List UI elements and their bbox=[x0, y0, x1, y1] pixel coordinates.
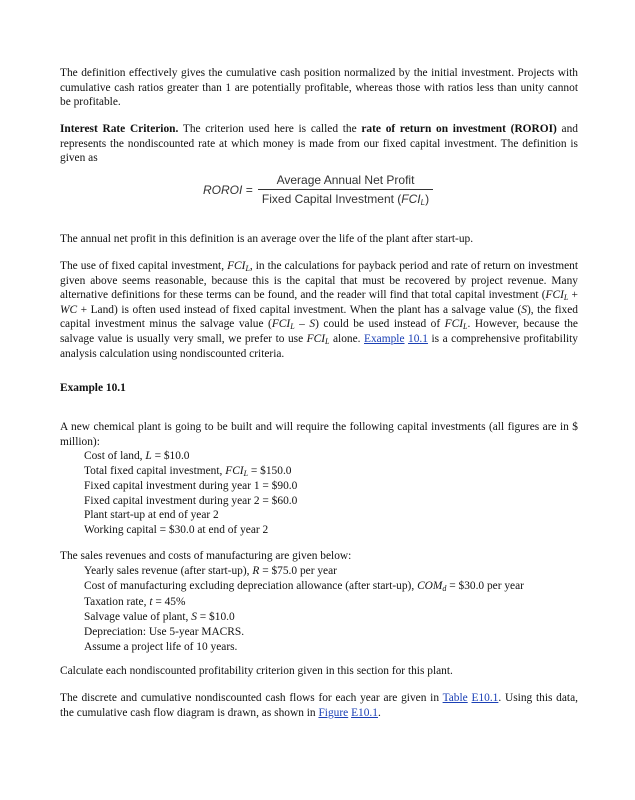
paragraph-interest-rate-criterion: Interest Rate Criterion. The criterion used here is called the rate of return on investment (ROROI) and represents the nondiscounted rate at which money is made from our fixed capital investment. The definition is given as bbox=[60, 123, 579, 165]
paragraph-fixed-capital-discussion: The use of fixed capital investment, $FCI_L$, in the calculations for payback period and rate of return on investment given above seems reasonable, because this is the capital that must be recovered by project revenue. Many alternative definitions for these terms can be found, and the reader will find that total capital investment ($FCI_L$ + WC + Land) is often used instead of fixed capital investment. When the plant has a salvage value (S), the fixed capital investment minus the salvage value $(FCI_L - S)$ could be used instead of $FCI_L$. However, because the salvage value is usually very small, we prefer to use $FCI_L$ alone. Example 10.1 is a comprehensive profitability analysis calculation using nondiscounted criteria. bbox=[60, 260, 579, 360]
figure-link[interactable]: Figure bbox=[318, 706, 349, 719]
item-sales-revenue: Yearly sales revenue (after start-up), R = $75.0 per year bbox=[84, 565, 337, 577]
calculate-instruction: Calculate each nondiscounted profitability criterion given in this section for this plant. bbox=[60, 665, 453, 677]
item-year2-investment: Fixed capital investment during year 2 = $60.0 bbox=[84, 495, 298, 507]
equation-fraction bbox=[258, 173, 433, 206]
item-land-cost: Cost of land, L = $10.0 bbox=[84, 450, 190, 462]
item-salvage-value: Salvage value of plant, S = $10.0 bbox=[84, 611, 235, 623]
example-number-link[interactable]: 10.1 bbox=[408, 332, 428, 345]
item-project-life: Assume a project life of 10 years. bbox=[84, 641, 238, 653]
example-link[interactable]: Example bbox=[364, 332, 405, 345]
item-fixed-capital: Total fixed capital investment, $FCI_L$ = $150.0 bbox=[84, 465, 292, 478]
item-depreciation: Depreciation: Use 5-year MACRS. bbox=[84, 626, 245, 638]
item-working-capital: Working capital = $30.0 at end of year 2 bbox=[84, 524, 269, 536]
item-cost-of-manufacturing: Cost of manufacturing excluding depreciation allowance (after start-up), $COM_d$ = $30.0 per year bbox=[84, 580, 524, 593]
item-plant-startup: Plant start-up at end of year 2 bbox=[84, 509, 219, 521]
paragraph-cumulative-cash-ratio: The definition effectively gives the cumulative cash position normalized by the initial investment. Projects with cumulative cash ratios greater than 1 are potentially profitable, whereas those with ratios less than unity cannot be profitable. bbox=[60, 67, 578, 109]
item-taxation-rate: Taxation rate, t = 45% bbox=[84, 596, 186, 608]
equation-lhs: ROROI = bbox=[203, 183, 253, 197]
equation-denominator: Fixed Capital Investment $(FCI_L)$ bbox=[261, 192, 430, 207]
paragraph-annual-net-profit: The annual net profit in this definition is an average over the life of the plant after start-up. bbox=[60, 233, 474, 245]
bold-term: rate of return on investment (ROROI) bbox=[361, 123, 557, 135]
sales-intro: The sales revenues and costs of manufacturing are given below: bbox=[60, 550, 352, 562]
equation-numerator: Average Annual Net Profit bbox=[276, 173, 415, 187]
paragraph-cash-flows: The discrete and cumulative nondiscounted cash flows for each year are given in Table E10.1. Using this data, the cumulative cash flow diagram is drawn, as shown in Figure E10.1. bbox=[60, 692, 578, 719]
section-heading: Interest Rate Criterion. bbox=[60, 123, 179, 135]
figure-number-link[interactable]: E10.1 bbox=[351, 706, 378, 719]
example-heading: Example 10.1 bbox=[60, 382, 126, 394]
example-intro: A new chemical plant is going to be built and will require the following capital investments (all figures are in $ million): bbox=[60, 421, 578, 448]
item-year1-investment: Fixed capital investment during year 1 = $90.0 bbox=[84, 480, 298, 492]
table-number-link[interactable]: E10.1 bbox=[471, 692, 499, 704]
table-link[interactable]: Table bbox=[442, 692, 468, 704]
